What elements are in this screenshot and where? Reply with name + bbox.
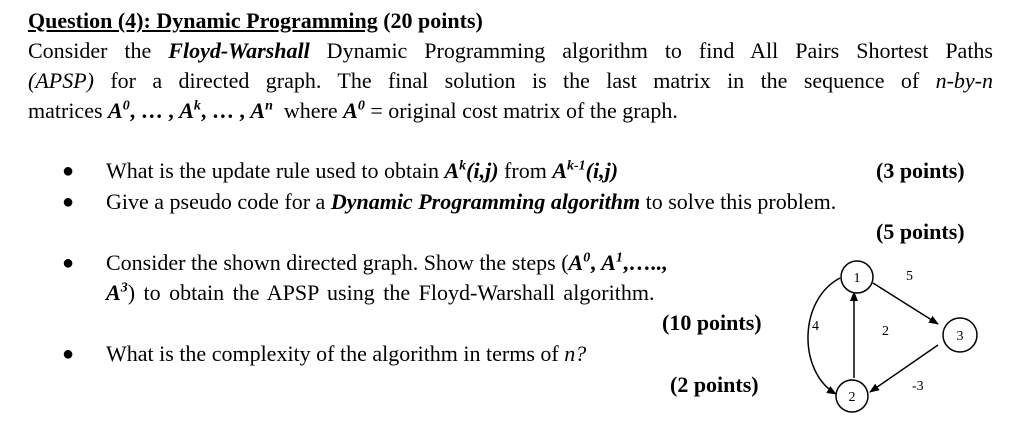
bullet-dot: ●	[62, 160, 75, 182]
algorithm-name: Floyd-Warshall	[168, 38, 310, 63]
bullet-1-text	[106, 158, 618, 184]
sequence-ellipsis: ,…..,	[622, 250, 667, 275]
question-points: (20 points)	[377, 8, 483, 33]
bullet-dot: ●	[62, 252, 75, 274]
edge-label-1-2: 4	[812, 319, 819, 334]
matrix-index: (i,j)	[466, 158, 499, 183]
bullet-text: What is the complexity of the algorithm in terms of	[106, 341, 565, 366]
separator: ,	[590, 250, 602, 275]
edge-1-3	[873, 283, 938, 324]
bullet-3-line-2	[106, 280, 778, 306]
question-title	[28, 8, 483, 34]
question-heading: Question (4): Dynamic Programming	[28, 8, 378, 33]
matrix-symbol: A	[552, 158, 567, 183]
bullet-text: ) to obtain the APSP using the Floyd-Warshall algorithm.	[127, 280, 655, 305]
graph-node-2	[836, 380, 868, 412]
matrix-symbol: A	[250, 98, 266, 123]
bullet-3-line-1	[106, 250, 667, 276]
matrix-superscript: 1	[615, 250, 623, 266]
matrix-symbol: A	[106, 280, 121, 305]
intro-text: where	[272, 98, 344, 123]
intro-line-2	[28, 68, 993, 94]
bullet-text: Give a pseudo code for a	[106, 189, 331, 214]
matrix-symbol: A	[568, 250, 584, 275]
node-2-label: 2	[848, 390, 856, 405]
intro-line-1	[28, 38, 993, 64]
node-1-label: 1	[853, 271, 861, 286]
intro-text: = original cost matrix of the graph.	[364, 98, 678, 123]
bullet-dot: ●	[62, 343, 75, 365]
matrix-superscript: k	[193, 98, 201, 114]
bullet-dot: ●	[62, 191, 75, 213]
sequence-ellipsis: , … ,	[129, 98, 180, 123]
edge-label-2-1: 2	[882, 324, 889, 339]
directed-graph	[790, 250, 1000, 430]
matrix-superscript: n	[265, 98, 273, 114]
bullet-text: to solve this problem.	[640, 189, 837, 214]
bullet-2-text	[106, 189, 836, 215]
matrix-superscript: 0	[357, 98, 365, 114]
variable-n: n?	[564, 341, 587, 366]
graph-node-3	[943, 318, 977, 352]
bullet-text: from	[498, 158, 553, 183]
matrix-superscript: 0	[122, 98, 130, 114]
node-3-label: 3	[956, 329, 964, 344]
matrix-symbol: A	[179, 98, 194, 123]
sequence-ellipsis: , … ,	[200, 98, 251, 123]
dp-algorithm-emphasis: Dynamic Programming algorithm	[330, 189, 641, 214]
edge-label-1-3: 5	[906, 269, 913, 284]
graph-node-1	[841, 261, 873, 293]
intro-text: for a directed graph. The final solution is the last matrix in the sequence of	[93, 68, 936, 93]
bullet-text: Consider the shown directed graph. Show the steps (	[106, 250, 569, 275]
intro-line-3	[28, 98, 678, 124]
intro-text: Dynamic Programming algorithm to find All Pairs Shortest Paths	[309, 38, 993, 63]
edge-1-2	[808, 278, 840, 394]
matrix-superscript: k	[459, 158, 467, 174]
bullet-3-points: (10 points)	[662, 310, 762, 335]
matrix-symbol: A	[108, 98, 123, 123]
bullet-4-text	[106, 341, 586, 367]
bullet-2-points: (5 points)	[876, 219, 965, 244]
bullet-1-points: (3 points)	[876, 158, 965, 183]
edge-3-2	[870, 345, 938, 392]
matrix-superscript: 3	[120, 280, 128, 296]
intro-text: Consider the	[28, 38, 169, 63]
bullet-4-points: (2 points)	[670, 372, 759, 397]
n-by-n: n-by-n	[935, 68, 993, 93]
matrix-symbol: A	[444, 158, 460, 183]
intro-text: matrices	[28, 98, 109, 123]
matrix-symbol: A	[343, 98, 358, 123]
matrix-superscript: k-1	[567, 158, 586, 174]
matrix-symbol: A	[601, 250, 616, 275]
bullet-text: What is the update rule used to obtain	[106, 158, 445, 183]
matrix-index: (i,j)	[585, 158, 619, 183]
edge-label-3-2: -3	[912, 379, 924, 394]
matrix-superscript: 0	[583, 250, 591, 266]
apsp-abbr: (APSP)	[28, 68, 94, 93]
